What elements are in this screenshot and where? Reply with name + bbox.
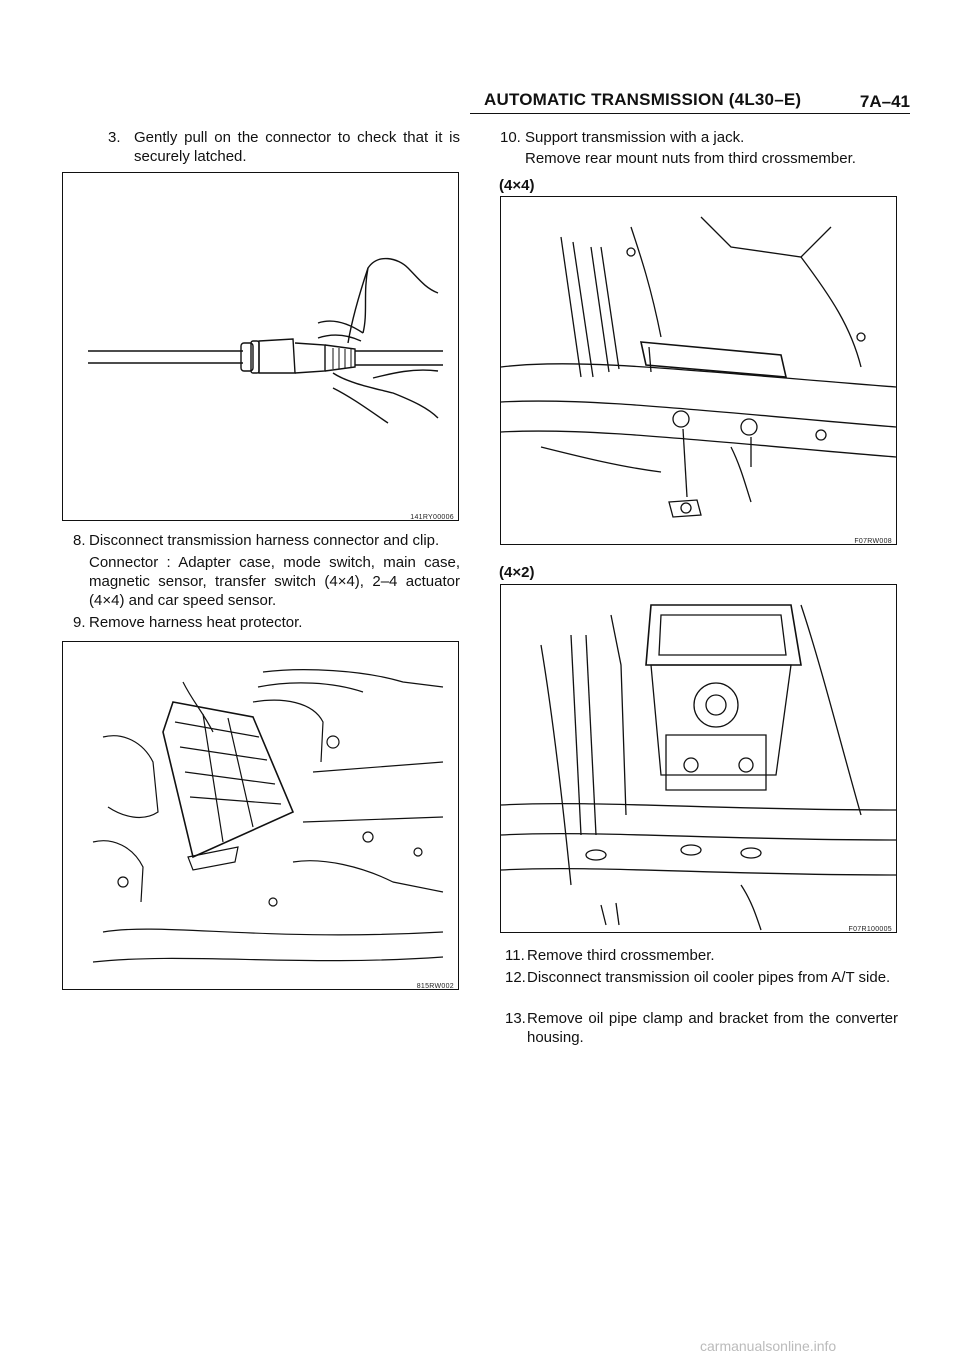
watermark: carmanualsonline.info	[700, 1338, 837, 1354]
step-detail: Remove rear mount nuts from third crossmember.	[525, 150, 856, 167]
figure-crossmember-4x4	[500, 196, 897, 545]
step-number: 8.	[73, 532, 86, 549]
step-text: Gently pull on the connector to check that it is securely latched.	[134, 129, 460, 165]
figure-crossmember-4x2	[500, 584, 897, 933]
step-12	[505, 968, 898, 987]
figure-heat-protector	[62, 641, 459, 990]
step-text: Support transmission with a jack.	[525, 129, 745, 146]
step-8	[73, 531, 460, 610]
page-header	[470, 90, 910, 116]
step-number: 10.	[500, 129, 521, 146]
step-number: 11.	[505, 947, 525, 964]
step-text: Disconnect transmission oil cooler pipes from A/T side.	[527, 969, 891, 986]
step-13	[505, 1009, 898, 1047]
heat-protector-illustration	[63, 642, 458, 989]
figure-code: F07R100005	[848, 926, 892, 933]
step-number: 12.	[505, 969, 526, 986]
figure-connector-latch	[62, 172, 459, 521]
step-9	[73, 613, 460, 632]
figure-code: F07RW008	[854, 538, 892, 545]
right-steps-11-13	[500, 946, 898, 1046]
connector-illustration	[63, 173, 458, 520]
header-rule	[470, 113, 910, 114]
heading-4x2: (4×2)	[499, 564, 535, 581]
heading-4x4: (4×4)	[499, 177, 535, 194]
step-number: 9.	[73, 614, 86, 631]
crossmember-4x4-illustration	[501, 197, 896, 544]
step-text: Remove third crossmember.	[527, 947, 715, 964]
step-number: 3.	[108, 129, 121, 146]
step-10	[500, 128, 910, 168]
right-steps-10	[500, 128, 910, 172]
step-11	[505, 946, 898, 965]
step-text: Remove oil pipe clamp and bracket from the converter housing.	[527, 1010, 898, 1046]
step-text: Remove harness heat protector.	[89, 614, 303, 631]
step-number: 13.	[505, 1010, 526, 1027]
step-text: Disconnect transmission harness connector and clip.	[89, 532, 440, 549]
figure-code: 141RY00006	[410, 514, 454, 521]
step-3	[108, 128, 460, 166]
left-steps-8-9	[70, 531, 460, 641]
page-number: 7A–41	[859, 92, 910, 111]
figure-code: 815RW002	[416, 983, 454, 990]
section-title: AUTOMATIC TRANSMISSION (4L30–E)	[484, 90, 802, 109]
crossmember-4x2-illustration	[501, 585, 896, 932]
step-detail: Connector : Adapter case, mode switch, main case, magnetic sensor, transfer switch (4×4), 2–4 actuator (4×4) and car speed sensor.	[89, 554, 460, 609]
